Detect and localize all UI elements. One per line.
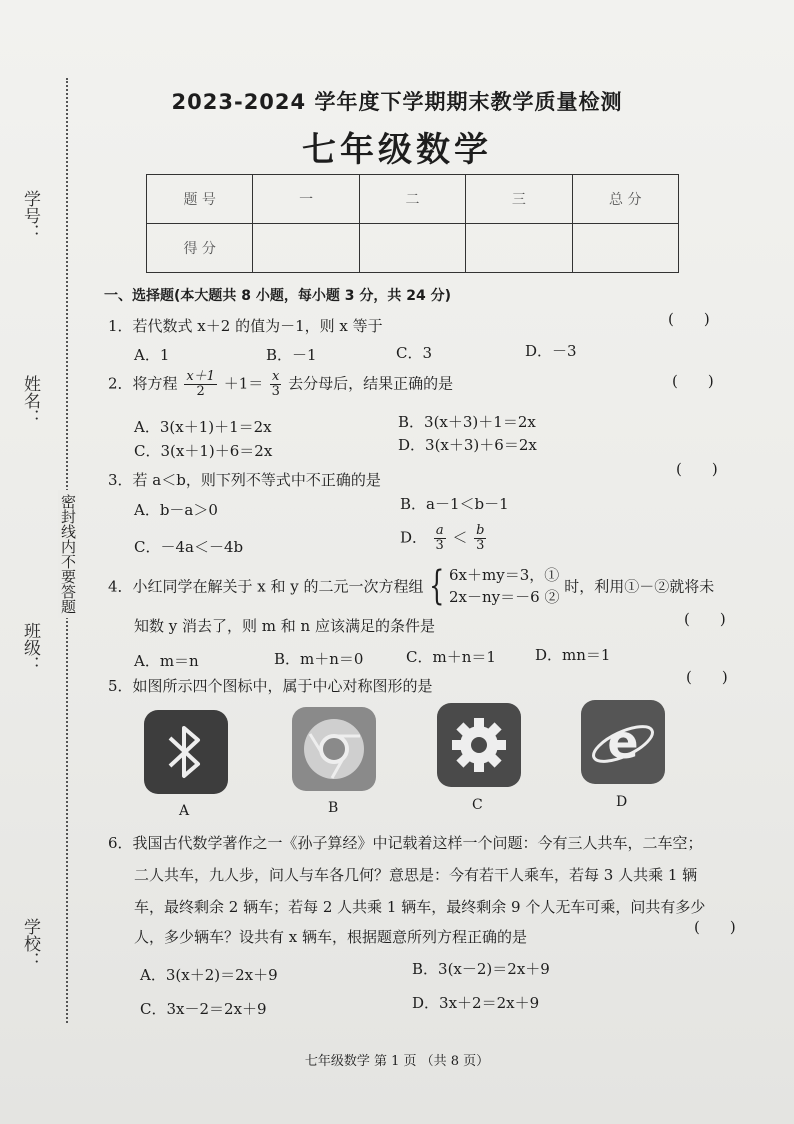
chrome-icon — [292, 707, 376, 791]
question-4-stem — [108, 564, 714, 608]
table-cell: 总 分 — [572, 175, 678, 224]
equation-2: 2x－ny＝－6 ② — [449, 588, 560, 606]
option-c: C．3x－2＝2x＋9 — [140, 1000, 267, 1018]
score-table-header-row — [147, 175, 679, 224]
table-cell: 题 号 — [147, 175, 253, 224]
system-brace: { — [428, 563, 444, 609]
fraction — [474, 524, 486, 553]
score-input-cell[interactable] — [572, 224, 678, 273]
icon-label-a: A — [179, 803, 190, 819]
answer-paren[interactable]: ( ) — [686, 668, 728, 686]
fraction-denominator: 2 — [196, 384, 205, 399]
name-label: 姓名： — [20, 375, 40, 426]
question-4-prefix: 4．小红同学在解关于 x 和 y 的二元一次方程组 — [108, 577, 424, 596]
icon-label-c: C — [472, 797, 483, 813]
equation-middle: ＋1＝ — [223, 374, 264, 393]
svg-text:e: e — [607, 715, 639, 769]
answer-paren[interactable]: ( ) — [694, 918, 736, 936]
option-c: C．m＋n＝1 — [406, 648, 496, 666]
question-1-stem: 1．若代数式 x＋2 的值为－1，则 x 等于 — [108, 317, 383, 335]
gear-icon — [437, 703, 521, 787]
answer-paren[interactable]: ( ) — [672, 372, 714, 390]
fraction-denominator: 3 — [271, 384, 280, 399]
option-d: D．3x＋2＝2x＋9 — [412, 994, 540, 1012]
fraction — [184, 370, 217, 399]
score-table-score-row — [147, 224, 679, 273]
option-a: A．b－a＞0 — [134, 501, 218, 519]
option-d: D．3(x＋3)＋6＝2x — [398, 436, 537, 454]
option-a: A．3(x＋2)＝2x＋9 — [140, 966, 278, 984]
option-b: B．m＋n＝0 — [274, 650, 364, 668]
question-2-stem — [108, 370, 453, 399]
bluetooth-icon — [144, 710, 228, 794]
table-cell: 二 — [359, 175, 465, 224]
fraction-numerator: a — [435, 523, 444, 538]
fraction — [270, 370, 281, 399]
question-2-prefix: 2．将方程 — [108, 374, 178, 393]
question-4-line2: 知数 y 消去了，则 m 和 n 应该满足的条件是 — [134, 617, 435, 635]
table-cell: 一 — [253, 175, 359, 224]
answer-paren[interactable]: ( ) — [684, 610, 726, 628]
fraction — [434, 524, 446, 553]
option-b: B．3(x＋3)＋1＝2x — [398, 413, 536, 431]
option-b: B．3(x－2)＝2x＋9 — [412, 960, 550, 978]
option-c: C．－4a＜－4b — [134, 538, 244, 556]
question-2-suffix: 去分母后，结果正确的是 — [288, 374, 454, 393]
exam-title: 2023-2024 学年度下学期期末教学质量检测 — [171, 90, 623, 114]
class-label: 班级： — [20, 622, 40, 673]
option-d: D．－3 — [525, 342, 577, 360]
student-id-label: 学号： — [20, 190, 40, 241]
score-input-cell[interactable] — [466, 224, 572, 273]
question-5-stem: 5．如图所示四个图标中，属于中心对称图形的是 — [108, 677, 433, 695]
fraction-numerator: b — [476, 523, 485, 538]
option-a: A．m＝n — [134, 652, 199, 670]
answer-paren[interactable]: ( ) — [676, 460, 718, 478]
option-a: A．3(x＋1)＋1＝2x — [134, 418, 272, 436]
table-cell: 得 分 — [147, 224, 253, 273]
question-6-line: 人，多少辆车？设共有 x 辆车，根据题意所列方程正确的是 — [134, 928, 527, 946]
inequality-sign: ＜ — [452, 528, 468, 547]
ie-icon — [581, 700, 665, 784]
question-4-suffix: 时，利用①－②就将未 — [564, 577, 715, 596]
question-3-stem: 3．若 a＜b，则下列不等式中不正确的是 — [108, 471, 381, 489]
table-cell: 三 — [466, 175, 572, 224]
score-table — [146, 174, 679, 273]
seal-line-text: 密封线内不要答题 — [58, 490, 79, 618]
score-input-cell[interactable] — [253, 224, 359, 273]
icon-label-d: D — [616, 794, 628, 810]
option-d — [400, 524, 488, 553]
equation-1: 6x＋my＝3，① — [449, 566, 560, 584]
fraction-denominator: 3 — [476, 538, 485, 553]
option-d: D．mn＝1 — [535, 646, 611, 664]
question-6-line: 车，最终剩余 2 辆车；若每 2 人共乘 1 辆车，最终剩余 9 个人无车可乘，问共有多少 — [134, 898, 706, 916]
subject-title: 七年级数学 — [302, 130, 492, 170]
option-d-prefix: D． — [400, 528, 428, 547]
option-a: A．1 — [134, 346, 170, 364]
score-input-cell[interactable] — [359, 224, 465, 273]
icon-label-b: B — [328, 800, 339, 816]
option-c: C．3 — [396, 344, 433, 362]
option-b: B．a－1＜b－1 — [400, 495, 509, 513]
option-c: C．3(x＋1)＋6＝2x — [134, 442, 273, 460]
equation-system — [449, 564, 559, 608]
question-6-line: 二人共车，九人步，问人与车各几何？意思是：今有若干人乘车，若每 3 人共乘 1 辆 — [134, 866, 698, 884]
school-label: 学校： — [20, 918, 40, 969]
page-footer: 七年级数学 第 1 页 （共 8 页） — [304, 1054, 490, 1069]
answer-paren[interactable]: ( ) — [668, 310, 710, 328]
fraction-numerator: x — [272, 369, 280, 384]
fraction-denominator: 3 — [435, 538, 444, 553]
section-heading: 一、选择题(本大题共 8 小题，每小题 3 分，共 24 分) — [104, 288, 452, 304]
option-b: B．－1 — [266, 346, 317, 364]
question-6-line: 6．我国古代数学著作之一《孙子算经》中记载着这样一个问题：今有三人共车，二车空； — [108, 834, 703, 852]
fraction-numerator: x＋1 — [186, 369, 215, 384]
